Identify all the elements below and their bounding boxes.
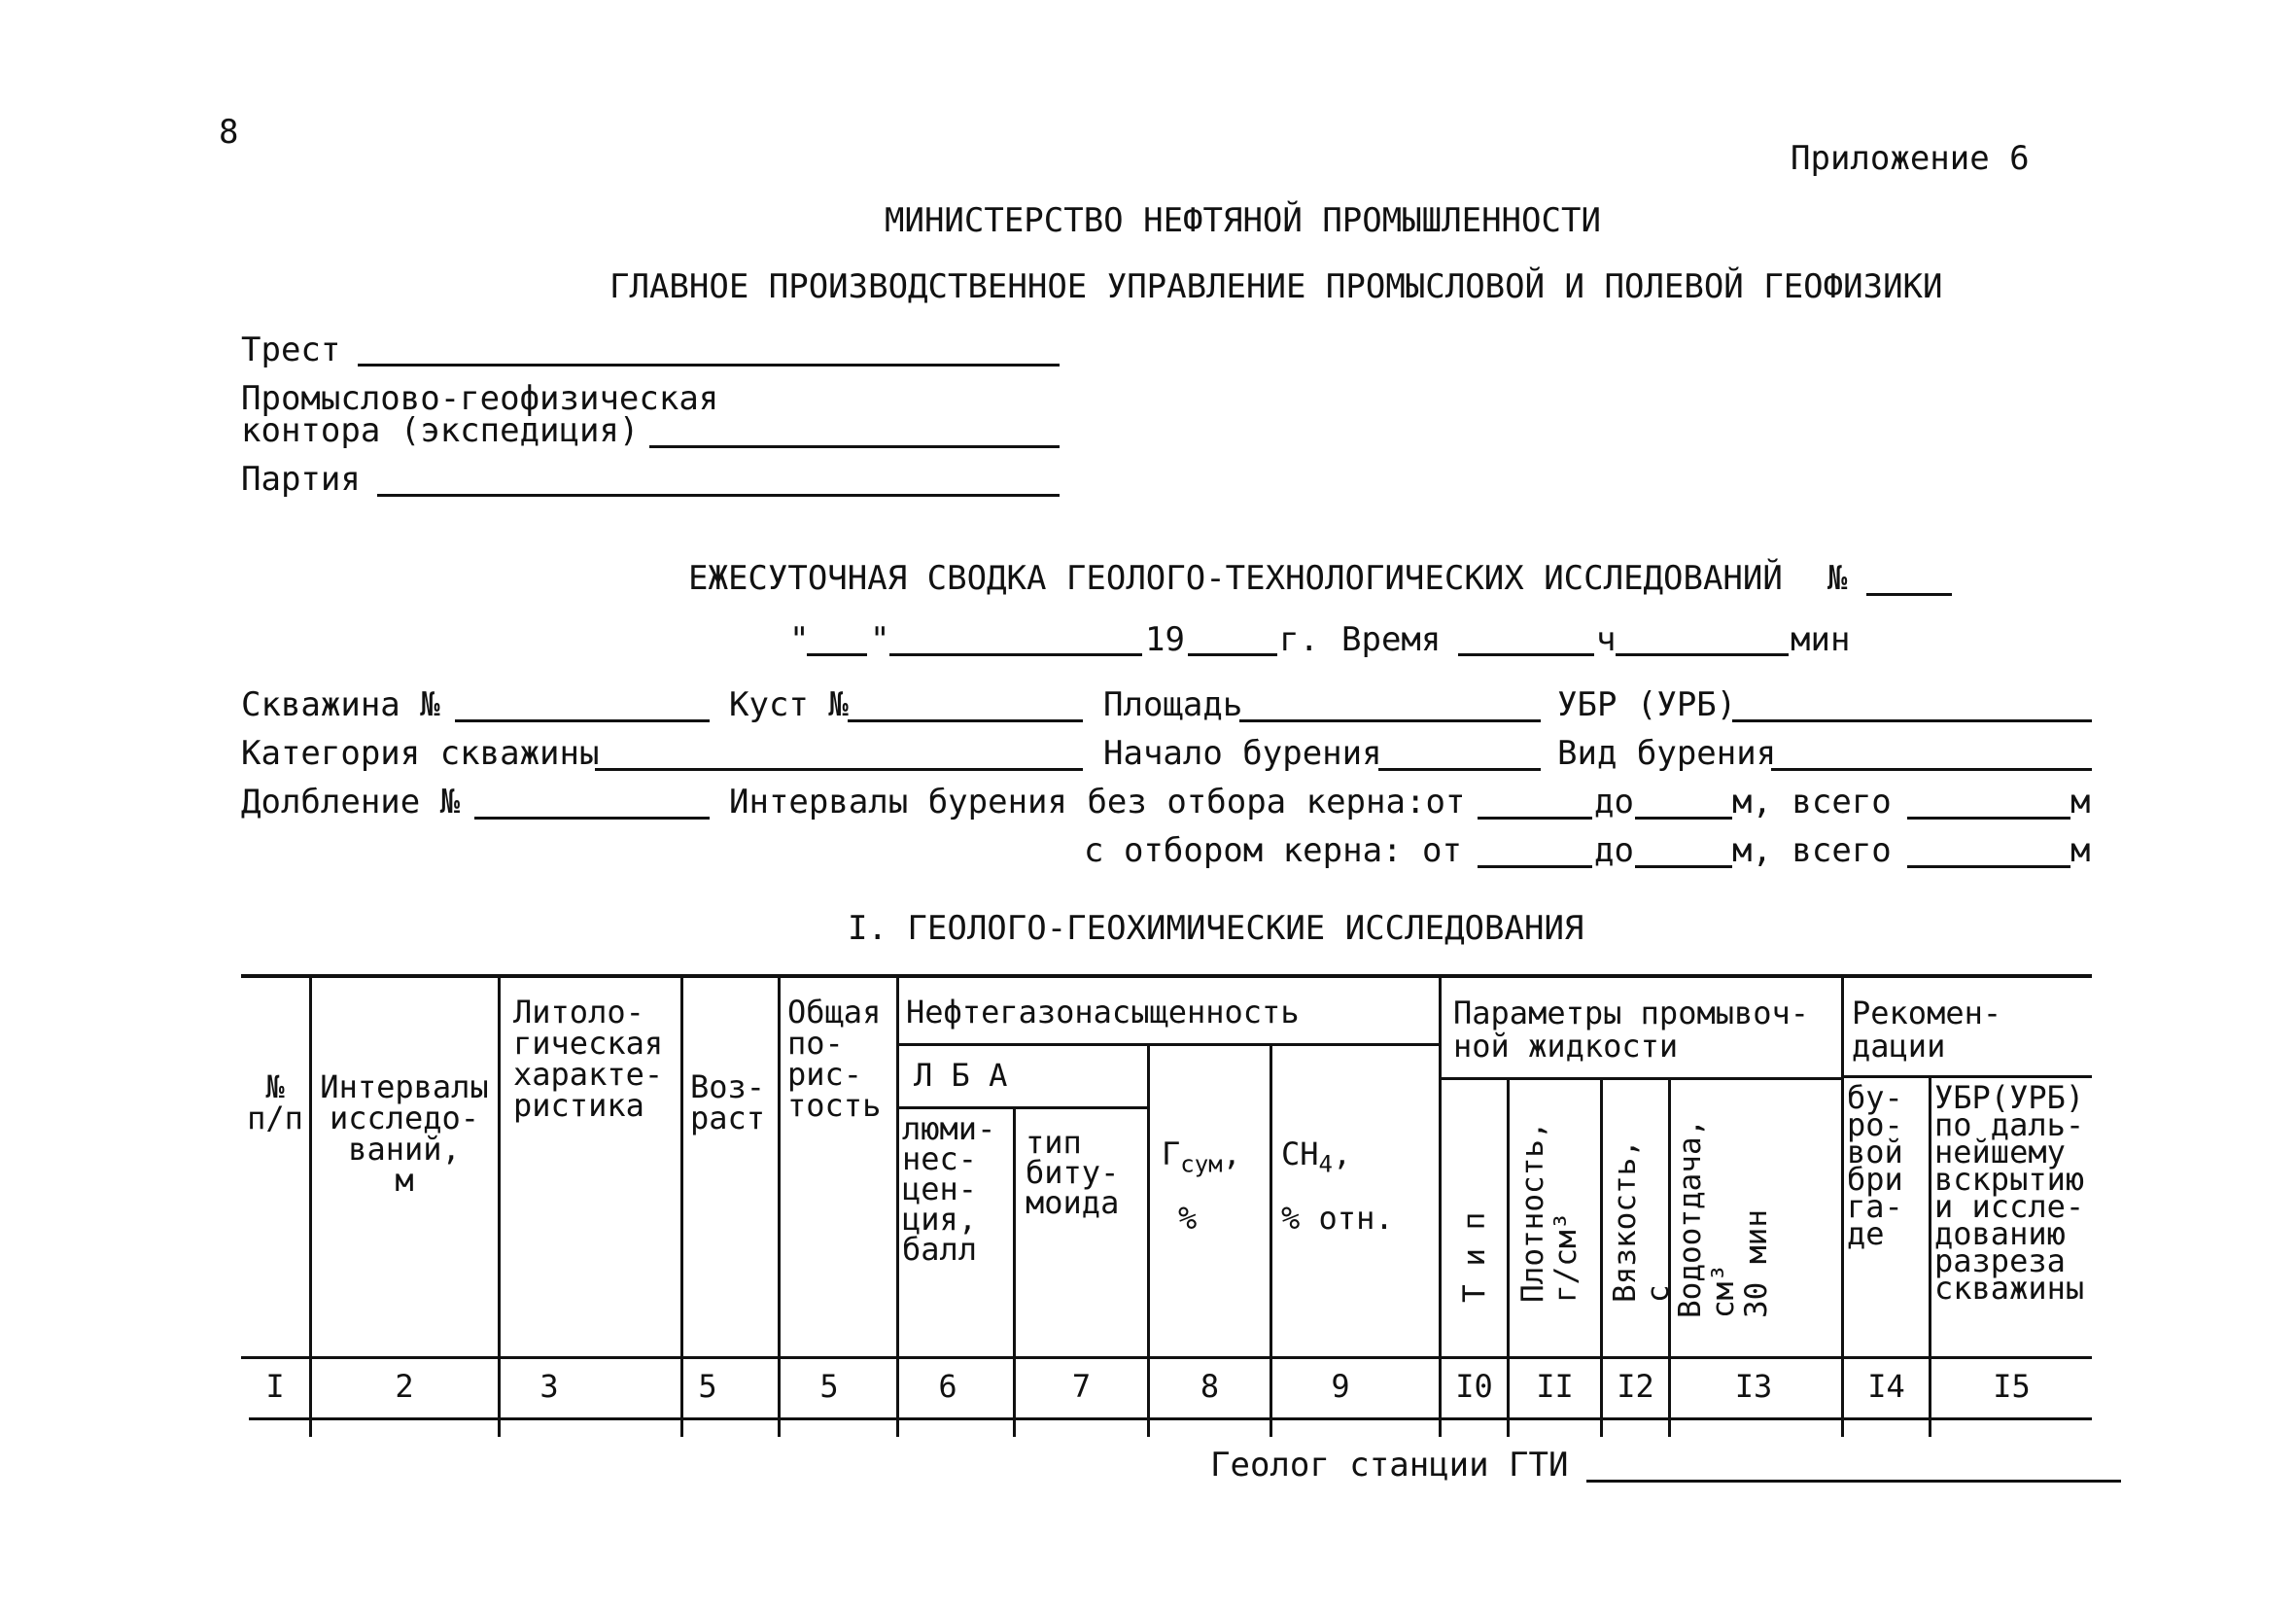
section-title: I. ГЕОЛОГО-ГЕОХИМИЧЕСКИЕ ИССЛЕДОВАНИЯ [848, 909, 1584, 948]
number-cell: 3 [539, 1368, 559, 1405]
gsum-subscript: сум [1180, 1150, 1223, 1178]
date-quote-open: " [789, 620, 810, 659]
date-quote-close: " [870, 620, 890, 659]
office-label-line1: Промыслово-геофизическая [241, 379, 719, 418]
col-divider [778, 974, 781, 1437]
cluster-field[interactable] [848, 719, 1083, 722]
gsum-symbol: Г [1162, 1135, 1181, 1172]
header-viscosity: Вязкость, с [1608, 1139, 1676, 1303]
rule-numbers-top [241, 1356, 2092, 1359]
header-fluid-type: Т и п [1457, 1211, 1492, 1303]
col-divider [309, 974, 312, 1437]
header-bitumoid-type: тип биту- моида [1026, 1124, 1120, 1221]
minutes-unit: мин [1791, 620, 1851, 659]
hours-field[interactable] [1458, 653, 1594, 656]
bit-run-label: Долбление № [241, 783, 461, 821]
core-to-label: до [1594, 831, 1634, 870]
year-field[interactable] [1188, 653, 1277, 656]
header-oil-gas-saturation: Нефтегазонасыщенность [906, 994, 1300, 1031]
core-from-field[interactable] [1478, 865, 1592, 868]
table-bottom-border [249, 1417, 2092, 1420]
ch4-comma: , [1332, 1135, 1352, 1172]
office-label-line2: контора (экспедиция) [241, 411, 640, 450]
col-divider [680, 974, 683, 1437]
report-title: ЕЖЕСУТОЧНАЯ СВОДКА ГЕОЛОГО-ТЕХНОЛОГИЧЕСКИХ ИССЛЕДОВАНИЙ [688, 559, 1783, 598]
report-number-field[interactable] [1866, 593, 1952, 596]
number-cell: I5 [1993, 1368, 2031, 1405]
category-field[interactable] [595, 768, 1083, 771]
number-cell: I [265, 1368, 285, 1405]
year-suffix: г. [1279, 620, 1319, 659]
appendix-label: Приложение 6 [1791, 139, 2030, 178]
number-cell: 2 [395, 1368, 414, 1405]
header-number: № п/п [247, 1068, 303, 1136]
ch4-symbol: CH [1281, 1135, 1319, 1172]
header-ch4 [1281, 1135, 1351, 1177]
geologist-label: Геолог станции ГТИ [1210, 1446, 1569, 1485]
col-divider [498, 974, 501, 1437]
drill-start-field[interactable] [1378, 768, 1541, 771]
header-lba: Л Б А [914, 1057, 1008, 1094]
hours-unit: ч [1596, 620, 1617, 659]
report-number-sign: № [1827, 559, 1848, 598]
number-cell: II [1536, 1368, 1574, 1405]
drill-start-label: Начало бурения [1103, 734, 1382, 773]
cluster-label: Куст № [729, 685, 849, 724]
header-lithology: Литоло- гическая характе- ристика [513, 994, 664, 1124]
area-label: Площадь [1103, 685, 1243, 724]
header-density: Плотность, г/см³ [1515, 1121, 1583, 1303]
trust-label: Трест [241, 331, 341, 369]
table-top-border [241, 974, 2092, 978]
intervals-label: Интервалы бурения без отбора керна:от [729, 783, 1466, 821]
number-cell: I2 [1617, 1368, 1654, 1405]
ministry-title: МИНИСТЕРСТВО НЕФТЯНОЙ ПРОМЫШЛЕННОСТИ [885, 201, 1601, 240]
bit-run-field[interactable] [474, 817, 710, 820]
category-label: Категория скважины [241, 734, 600, 773]
geologist-signature-field[interactable] [1586, 1480, 2121, 1483]
time-label: Время [1341, 620, 1442, 659]
well-label: Скважина № [241, 685, 440, 724]
no-core-from-field[interactable] [1478, 817, 1592, 820]
rule-lba-top [896, 1043, 1439, 1046]
no-core-to-field[interactable] [1635, 817, 1732, 820]
number-cell: 5 [698, 1368, 717, 1405]
directorate-title: ГЛАВНОЕ ПРОИЗВОДСТВЕННОЕ УПРАВЛЕНИЕ ПРОМЫСЛОВОЙ И ПОЛЕВОЙ ГЕОФИЗИКИ [609, 267, 1943, 306]
header-gsum-unit: % [1178, 1200, 1198, 1237]
core-unit: м [2070, 831, 2091, 870]
header-recommendations: Рекомен- дации [1852, 995, 2002, 1065]
rule-fluid-sub [1439, 1077, 1841, 1080]
drill-type-label: Вид бурения [1557, 734, 1777, 773]
core-to-field[interactable] [1635, 865, 1732, 868]
trust-field[interactable] [358, 364, 1060, 367]
header-fluid-params: Параметры промывоч- ной жидкости [1453, 995, 1810, 1065]
no-core-unit: м [2070, 783, 2091, 821]
header-water-loss: Водоотдача, см³ 30 мин [1673, 1118, 1774, 1318]
col-divider [896, 974, 899, 1437]
gsum-comma: , [1222, 1135, 1241, 1172]
party-label: Партия [241, 460, 361, 499]
no-core-to-label: до [1594, 783, 1634, 821]
with-core-label: с отбором керна: от [1084, 831, 1462, 870]
header-age: Воз- раст [690, 1068, 766, 1136]
number-cell: 9 [1331, 1368, 1350, 1405]
number-cell: 6 [938, 1368, 957, 1405]
day-field[interactable] [807, 653, 867, 656]
drill-type-field[interactable] [1771, 768, 2092, 771]
page-number: 8 [219, 113, 239, 152]
month-field[interactable] [889, 653, 1142, 656]
ubr-label: УБР (УРБ) [1557, 685, 1737, 724]
core-total-field[interactable] [1907, 865, 2070, 868]
no-core-total-field[interactable] [1907, 817, 2070, 820]
number-cell: 7 [1071, 1368, 1092, 1405]
ubr-field[interactable] [1732, 719, 2092, 722]
col-divider [1439, 974, 1442, 1437]
number-cell: I3 [1734, 1368, 1773, 1405]
number-cell: 5 [819, 1368, 839, 1405]
well-field[interactable] [455, 719, 710, 722]
header-porosity: Общая по- рис- тость [787, 994, 882, 1124]
number-cell: I0 [1455, 1368, 1493, 1405]
rule-rec-sub [1841, 1075, 2092, 1078]
header-gsum [1162, 1135, 1241, 1177]
header-intervals: Интервалы исследо- ваний, м [320, 1068, 489, 1199]
no-core-total-label: м, всего [1732, 783, 1892, 821]
col-divider [1841, 974, 1844, 1437]
year-prefix: 19 [1145, 620, 1185, 659]
area-field[interactable] [1239, 719, 1541, 722]
header-rec-ubr: УБР(УРБ) по даль- нейшему вскрытию и иссле- дованию разреза скважины [1934, 1079, 2085, 1307]
office-field[interactable] [649, 445, 1060, 448]
header-luminescence: люми- нес- цен- ция, балл [902, 1110, 996, 1268]
ch4-subscript: 4 [1318, 1150, 1333, 1178]
rule-lba-sub [896, 1106, 1147, 1109]
number-cell: 8 [1200, 1368, 1220, 1405]
minutes-field[interactable] [1616, 653, 1789, 656]
number-cell: I4 [1867, 1368, 1905, 1405]
header-rec-crew: бу- ро- вой бри га- де [1847, 1079, 1903, 1252]
party-field[interactable] [377, 494, 1060, 497]
core-total-label: м, всего [1732, 831, 1892, 870]
header-ch4-unit: % отн. [1281, 1200, 1394, 1237]
